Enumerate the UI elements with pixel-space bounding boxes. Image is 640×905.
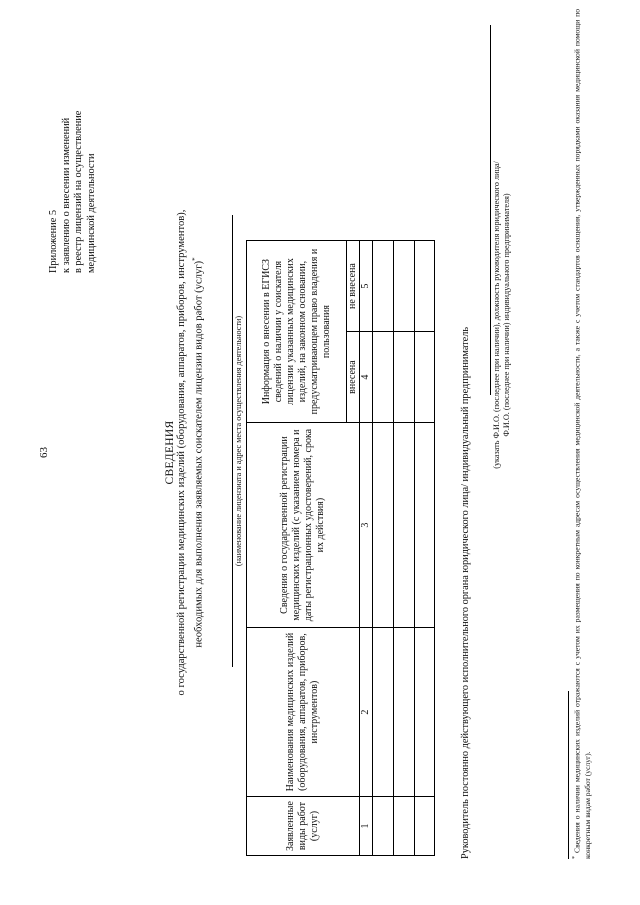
table-cell[interactable] [373,797,394,856]
table-cell[interactable] [373,332,394,423]
licensee-line[interactable] [232,215,233,667]
table-cell[interactable] [415,797,435,856]
appendix-line: в реестр лицензий на осуществление [73,110,84,273]
column-number-row [360,241,373,856]
table-cell[interactable] [394,797,415,856]
signatory-caption: (указать Ф.И.О. (последнее при наличии), должность руководителя юридического лица/ Ф.И.О. (последнее при наличии) индивидуального предпринимателя) [492,161,511,469]
column-number: 4 [360,332,373,423]
page-number: 63 [38,447,50,458]
licensee-caption: (наименование лицензиата и адрес места осуществления деятельности) [234,315,243,567]
appendix-block [48,11,98,273]
appendix-title: Приложение 5 [48,210,59,273]
table-cell[interactable] [394,332,415,423]
appendix-line: к заявлению о внесении изменений [60,117,72,273]
table-cell[interactable] [394,241,415,332]
signatory-line[interactable] [490,25,491,395]
table-cell[interactable] [373,241,394,332]
footnote [570,9,593,859]
header-not-entered: не внесена [347,241,360,332]
table-cell[interactable] [394,423,415,628]
header-egisz-info: Информация о внесении в ЕГИСЗ сведений о наличии у соискателя лицензии указанных медицинских изделий, на законном основании, предусматривающем право владения и пользования [247,241,347,423]
medical-devices-table [246,240,435,856]
header-device-names: Наименования медицинских изделий (оборудования, аппаратов, приборов, инструментов) [247,628,360,797]
header-registration-info: Сведения о государственной регистрации медицинских изделий (с указанием номера и даты регистрационных удостоверений, срока их действия) [247,423,360,628]
document-subtitle-line: необходимых для выполнения заявляемых соискателем лицензии видов работ (услуг)* [190,257,205,648]
table-cell[interactable] [373,628,394,797]
column-number: 1 [360,797,373,856]
table-row [415,241,435,856]
table-cell[interactable] [373,423,394,628]
footnote-rule [568,691,569,859]
document-title: СВЕДЕНИЯ [164,420,176,485]
document-heading [164,0,205,905]
document-subtitle-line: о государственной регистрации медицинских изделий (оборудования, аппаратов, приборов, инструментов), [176,209,188,696]
table-cell[interactable] [415,241,435,332]
table-cell[interactable] [415,628,435,797]
table-cell[interactable] [415,332,435,423]
footnote-text: Сведения о наличии медицинских изделий отражаются с учетом их размещения по конкретным адресам осуществления медицинской деятельности, а также с учетом стандартов оснащения, утвержденных порядками оказания медицинской помощи по конкретным видам работ (услуг). [572,9,592,859]
table-cell[interactable] [415,423,435,628]
header-services: Заявленные виды работ (услуг) [247,797,360,856]
appendix-line: медицинской деятельности [85,153,97,273]
column-number: 2 [360,628,373,797]
table-row [394,241,415,856]
column-number: 3 [360,423,373,628]
column-number: 5 [360,241,373,332]
table-row [373,241,394,856]
footnote-marker: * [190,257,199,261]
header-entered: внесена [347,332,360,423]
signatory-label: Руководитель постоянно действующего исполнительного органа юридического лица/ индивидуальный предприниматель [460,326,471,859]
footnote-mark: * [572,856,578,859]
table-cell[interactable] [394,628,415,797]
